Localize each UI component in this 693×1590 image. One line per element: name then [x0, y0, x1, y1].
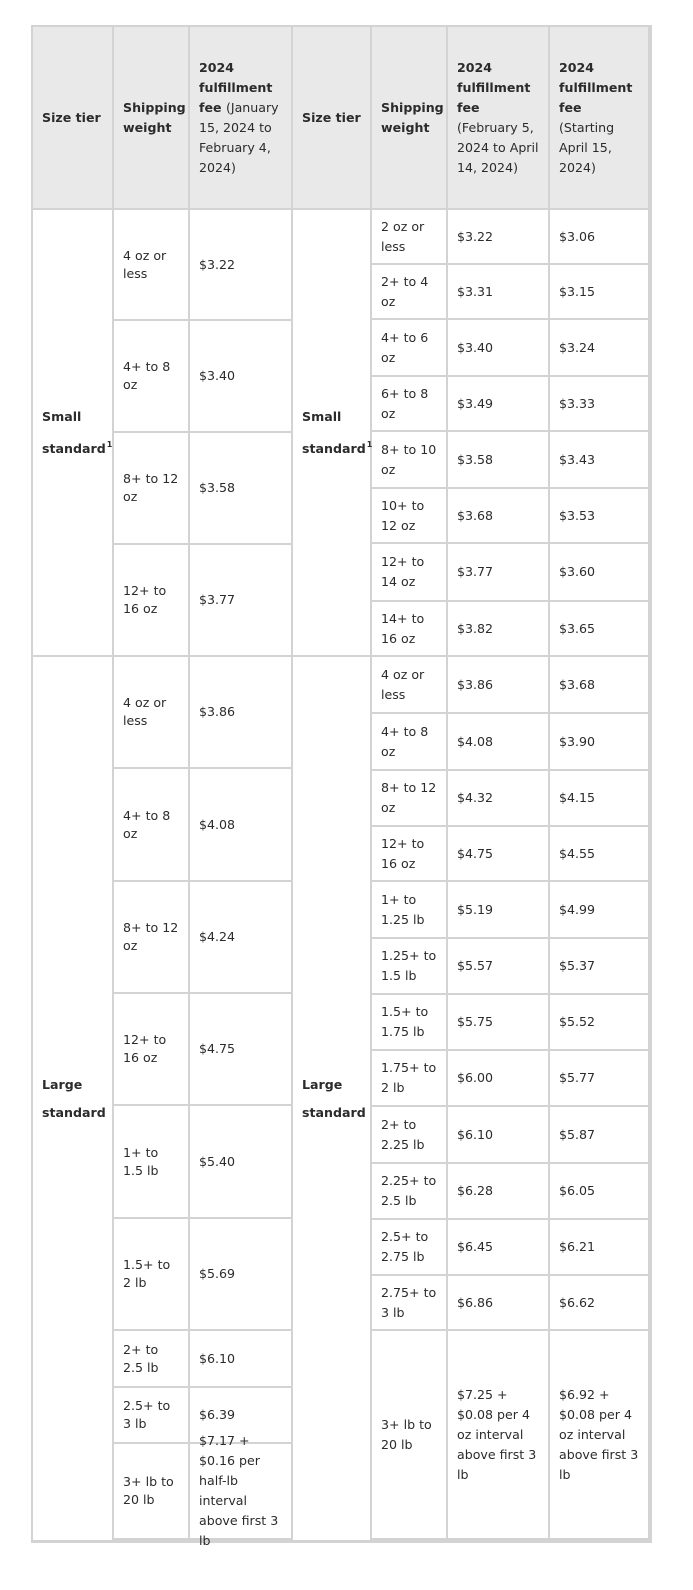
- tier-cell-large-standard: [293, 657, 370, 1540]
- shipping-weight-cell-text: 1.5+ to 1.75 lb: [381, 1004, 429, 1039]
- shipping-weight-cell-text: 8+ to 12 oz: [123, 920, 179, 953]
- fee-cell-text: $5.87: [559, 1126, 596, 1142]
- fee-cell-text: $4.75: [199, 1041, 236, 1056]
- fee-cell-text: $4.08: [199, 816, 236, 832]
- column-header-title: 2024 fulfillment fee: [559, 59, 633, 115]
- fee-cell: [550, 320, 648, 375]
- tier-name: Large standard: [302, 1076, 366, 1120]
- fee-cell-text: $6.21: [559, 1239, 596, 1254]
- shipping-weight-cell-text: 8+ to 12 oz: [123, 471, 179, 504]
- fee-cell: [448, 320, 548, 375]
- fee-cell: [550, 882, 648, 937]
- fee-cell-text: $3.58: [457, 451, 494, 467]
- column-header-title: Shipping weight: [381, 99, 444, 135]
- fee-cell-text: $3.68: [457, 507, 494, 523]
- shipping-weight-cell: [372, 432, 446, 487]
- shipping-weight-cell-text: 6+ to 8 oz: [381, 385, 429, 421]
- column-header: [448, 27, 548, 208]
- fee-cell: [190, 433, 291, 543]
- shipping-weight-cell: [372, 827, 446, 880]
- fee-cell-text: $6.86: [457, 1294, 494, 1310]
- shipping-weight-cell-text: 3+ lb to 20 lb: [381, 1416, 432, 1452]
- shipping-weight-cell-text: 3+ lb to 20 lb: [123, 1474, 174, 1507]
- fee-cell: [190, 882, 291, 992]
- shipping-weight-cell: [372, 1107, 446, 1162]
- column-header-title: Shipping weight: [123, 99, 186, 135]
- fee-cell-text: $3.86: [199, 704, 236, 719]
- tier-name: Large standard: [42, 1076, 106, 1120]
- fee-cell: [190, 1219, 291, 1329]
- fee-cell-text: $4.99: [559, 901, 596, 917]
- shipping-weight-cell: [114, 1331, 188, 1386]
- shipping-weight-cell-text: 4+ to 8 oz: [123, 359, 171, 392]
- fee-cell-text: $5.57: [457, 958, 494, 973]
- column-header: [372, 27, 446, 208]
- shipping-weight-cell-text: 12+ to 14 oz: [381, 554, 425, 589]
- shipping-weight-cell: [372, 489, 446, 542]
- fee-cell: [550, 1051, 648, 1105]
- fee-cell: [190, 657, 291, 767]
- fee-cell: [550, 714, 648, 769]
- fee-cell-text: $4.15: [559, 790, 596, 805]
- shipping-weight-cell-text: 4 oz or less: [123, 247, 167, 281]
- footnote-marker: 1: [366, 439, 373, 449]
- shipping-weight-cell-text: 2.75+ to 3 lb: [381, 1284, 437, 1320]
- fee-cell: [550, 544, 648, 600]
- fee-cell: [550, 1220, 648, 1274]
- shipping-weight-cell: [372, 210, 446, 263]
- shipping-weight-cell: [372, 939, 446, 993]
- shipping-weight-cell: [114, 321, 188, 431]
- shipping-weight-cell: [114, 1388, 188, 1442]
- shipping-weight-cell-text: 2+ to 2.5 lb: [123, 1341, 159, 1375]
- shipping-weight-cell: [114, 545, 188, 655]
- fee-cell-text: $5.19: [457, 901, 494, 917]
- shipping-weight-cell: [114, 769, 188, 880]
- fee-cell: [448, 995, 548, 1049]
- shipping-weight-cell: [372, 377, 446, 430]
- fee-cell: [190, 1433, 291, 1548]
- fee-cell: [448, 265, 548, 318]
- shipping-weight-cell-text: 12+ to 16 oz: [381, 835, 425, 871]
- fee-cell-text: $3.33: [559, 395, 596, 411]
- fee-cell: [550, 602, 648, 655]
- column-header-title: 2024 fulfillment fee: [457, 59, 531, 115]
- shipping-weight-cell-text: 4 oz or less: [381, 666, 425, 702]
- column-header-title: Size tier: [42, 109, 101, 125]
- column-header-text: [559, 58, 641, 178]
- fee-cell-text: $3.15: [559, 283, 596, 299]
- shipping-weight-cell: [372, 771, 446, 825]
- fee-cell: [550, 210, 648, 263]
- fee-cell-text: $5.40: [199, 1153, 236, 1169]
- fee-cell-text: $3.86: [457, 676, 494, 692]
- tier-cell-small-standard: [33, 210, 112, 655]
- fee-cell: [550, 265, 648, 318]
- shipping-weight-cell-text: 14+ to 16 oz: [381, 610, 425, 646]
- fee-cell-text: $7.25 + $0.08 per 4 oz interval above first 3 lb: [457, 1386, 537, 1482]
- fee-cell: [448, 544, 548, 600]
- fee-cell: [448, 489, 548, 542]
- fee-cell: [448, 432, 548, 487]
- fee-cell-text: $6.10: [457, 1126, 494, 1142]
- shipping-weight-cell-text: 2.25+ to 2.5 lb: [381, 1173, 437, 1208]
- column-header-text: [123, 98, 186, 138]
- fee-cell-text: $5.75: [457, 1014, 494, 1029]
- fee-cell-text: $3.60: [559, 564, 596, 579]
- shipping-weight-cell-text: 1.75+ to 2 lb: [381, 1060, 437, 1095]
- fee-cell: [448, 714, 548, 769]
- shipping-weight-cell: [372, 995, 446, 1049]
- shipping-weight-cell-text: 1.5+ to 2 lb: [123, 1257, 171, 1290]
- fee-cell-text: $5.52: [559, 1014, 596, 1029]
- shipping-weight-cell: [114, 433, 188, 543]
- shipping-weight-cell: [372, 1220, 446, 1274]
- fee-cell: [448, 1331, 548, 1538]
- shipping-weight-cell-text: 8+ to 12 oz: [381, 780, 437, 815]
- fee-cell: [550, 1164, 648, 1218]
- shipping-weight-cell-text: 12+ to 16 oz: [123, 1032, 167, 1065]
- fulfillment-fee-table: [31, 25, 652, 1548]
- fee-cell-text: $3.77: [199, 592, 236, 607]
- shipping-weight-cell: [114, 657, 188, 767]
- fee-cell-text: $6.39: [199, 1407, 236, 1422]
- shipping-weight-cell-text: 2 oz or less: [381, 218, 425, 254]
- fee-cell-text: $3.49: [457, 395, 494, 411]
- shipping-weight-cell: [114, 210, 188, 319]
- fee-cell: [448, 602, 548, 655]
- fee-cell-text: $3.06: [559, 228, 596, 244]
- fee-cell: [190, 1106, 291, 1217]
- fee-cell: [550, 827, 648, 880]
- fee-cell: [448, 1164, 548, 1218]
- fee-cell: [448, 939, 548, 993]
- tier-label: [42, 403, 112, 463]
- shipping-weight-cell-text: 4+ to 8 oz: [381, 723, 429, 759]
- shipping-weight-cell-text: 1+ to 1.25 lb: [381, 891, 425, 927]
- shipping-weight-cell: [372, 1331, 446, 1538]
- fee-cell: [448, 1107, 548, 1162]
- fee-cell-text: $4.55: [559, 845, 596, 861]
- fee-cell-text: $3.43: [559, 451, 596, 467]
- tier-name: Small standard: [302, 408, 366, 456]
- shipping-weight-cell-text: 2+ to 2.25 lb: [381, 1116, 425, 1152]
- fee-cell: [550, 1331, 648, 1538]
- column-header: [550, 27, 648, 208]
- fee-cell: [550, 1107, 648, 1162]
- column-header-text: [42, 108, 101, 128]
- column-header-subtitle: (January 15, 2024 to February 4, 2024): [199, 99, 279, 175]
- shipping-weight-cell-text: 1.25+ to 1.5 lb: [381, 948, 437, 983]
- fee-cell: [550, 771, 648, 825]
- column-header: [293, 27, 370, 208]
- fee-cell-text: $7.17 + $0.16 per half-lb interval above first 3 lb: [199, 1433, 279, 1548]
- fee-cell-text: $6.05: [559, 1183, 596, 1198]
- tier-label: [302, 1071, 366, 1127]
- column-header-subtitle: (Starting April 15, 2024): [559, 119, 615, 175]
- fee-cell: [190, 994, 291, 1104]
- fee-cell: [550, 995, 648, 1049]
- shipping-weight-cell: [372, 1164, 446, 1218]
- fee-cell-text: $3.68: [559, 676, 596, 692]
- shipping-weight-cell: [372, 544, 446, 600]
- fee-cell: [550, 432, 648, 487]
- fee-cell-text: $4.08: [457, 733, 494, 749]
- column-header-title: Size tier: [302, 109, 361, 125]
- fee-cell: [190, 1331, 291, 1386]
- fee-cell-text: $6.62: [559, 1294, 596, 1310]
- column-header: [33, 27, 112, 208]
- fee-cell-text: $6.00: [457, 1070, 494, 1085]
- fee-cell-text: $3.53: [559, 507, 596, 523]
- shipping-weight-cell-text: 4+ to 6 oz: [381, 329, 429, 365]
- fee-cell-text: $6.45: [457, 1239, 494, 1254]
- shipping-weight-cell-text: 8+ to 10 oz: [381, 441, 437, 477]
- fee-cell: [550, 1276, 648, 1329]
- shipping-weight-cell-text: 2+ to 4 oz: [381, 273, 429, 309]
- tier-label: [302, 403, 372, 463]
- fee-cell: [550, 939, 648, 993]
- fee-cell-text: $3.58: [199, 480, 236, 495]
- fee-cell: [190, 321, 291, 431]
- fee-cell-text: $3.22: [457, 228, 494, 244]
- tier-label: [42, 1071, 106, 1127]
- fee-cell: [448, 210, 548, 263]
- shipping-weight-cell-text: 2.5+ to 3 lb: [123, 1398, 171, 1431]
- fee-cell-text: $3.90: [559, 733, 596, 749]
- shipping-weight-cell: [114, 1106, 188, 1217]
- column-header: [190, 27, 291, 208]
- column-header: [114, 27, 188, 208]
- fee-cell-text: $3.82: [457, 620, 494, 636]
- fee-cell: [448, 882, 548, 937]
- fee-cell: [448, 827, 548, 880]
- shipping-weight-cell-text: 4 oz or less: [123, 695, 167, 728]
- fee-cell: [190, 545, 291, 655]
- shipping-weight-cell-text: 10+ to 12 oz: [381, 497, 425, 533]
- fee-cell-text: $4.24: [199, 929, 236, 944]
- shipping-weight-cell: [372, 882, 446, 937]
- fee-cell-text: $4.32: [457, 790, 494, 805]
- fee-cell-text: $3.77: [457, 564, 494, 579]
- shipping-weight-cell: [372, 657, 446, 712]
- fee-cell: [448, 771, 548, 825]
- fee-cell: [190, 210, 291, 319]
- tier-cell-large-standard: [33, 657, 112, 1540]
- fee-cell: [448, 1220, 548, 1274]
- shipping-weight-cell-text: 1+ to 1.5 lb: [123, 1144, 159, 1178]
- column-header-subtitle: (February 5, 2024 to April 14, 2024): [457, 119, 539, 175]
- fee-cell-text: $3.65: [559, 620, 596, 636]
- shipping-weight-cell-text: 4+ to 8 oz: [123, 807, 171, 841]
- tier-cell-small-standard: [293, 210, 373, 655]
- shipping-weight-cell: [114, 994, 188, 1104]
- fee-cell-text: $4.75: [457, 845, 494, 861]
- fee-cell-text: $6.10: [199, 1350, 236, 1366]
- tier-name: Small standard: [42, 408, 106, 456]
- fee-cell-text: $3.22: [199, 256, 236, 272]
- fee-cell-text: $6.28: [457, 1183, 494, 1198]
- shipping-weight-cell: [372, 602, 446, 655]
- shipping-weight-cell: [114, 1444, 188, 1538]
- fee-cell: [448, 657, 548, 712]
- shipping-weight-cell: [372, 265, 446, 318]
- fee-cell-text: $5.69: [199, 1266, 236, 1281]
- fee-cell: [550, 657, 648, 712]
- shipping-weight-cell: [372, 1276, 446, 1329]
- footnote-marker: 1: [106, 439, 113, 449]
- shipping-weight-cell: [114, 1219, 188, 1329]
- fee-cell-text: $3.40: [199, 368, 236, 383]
- fee-cell-text: $3.40: [457, 339, 494, 355]
- column-header-title: 2024 fulfillment fee: [199, 59, 273, 115]
- fee-cell-text: $5.77: [559, 1070, 596, 1085]
- shipping-weight-cell: [114, 882, 188, 992]
- fee-cell: [550, 489, 648, 542]
- fee-cell-text: $3.31: [457, 283, 494, 299]
- shipping-weight-cell-text: 12+ to 16 oz: [123, 583, 167, 616]
- fee-cell: [550, 377, 648, 430]
- fee-cell-text: $3.24: [559, 339, 596, 355]
- shipping-weight-cell-text: 2.5+ to 2.75 lb: [381, 1229, 429, 1264]
- column-header-text: [381, 98, 444, 138]
- column-header-text: [199, 58, 284, 178]
- shipping-weight-cell: [372, 320, 446, 375]
- shipping-weight-cell: [372, 714, 446, 769]
- fee-cell: [448, 377, 548, 430]
- fee-cell: [448, 1276, 548, 1329]
- fee-cell: [190, 769, 291, 880]
- column-header-text: [302, 108, 361, 128]
- fee-cell: [448, 1051, 548, 1105]
- fee-cell-text: $5.37: [559, 958, 596, 973]
- column-header-text: [457, 58, 541, 178]
- shipping-weight-cell: [372, 1051, 446, 1105]
- fee-cell-text: $6.92 + $0.08 per 4 oz interval above first 3 lb: [559, 1386, 639, 1482]
